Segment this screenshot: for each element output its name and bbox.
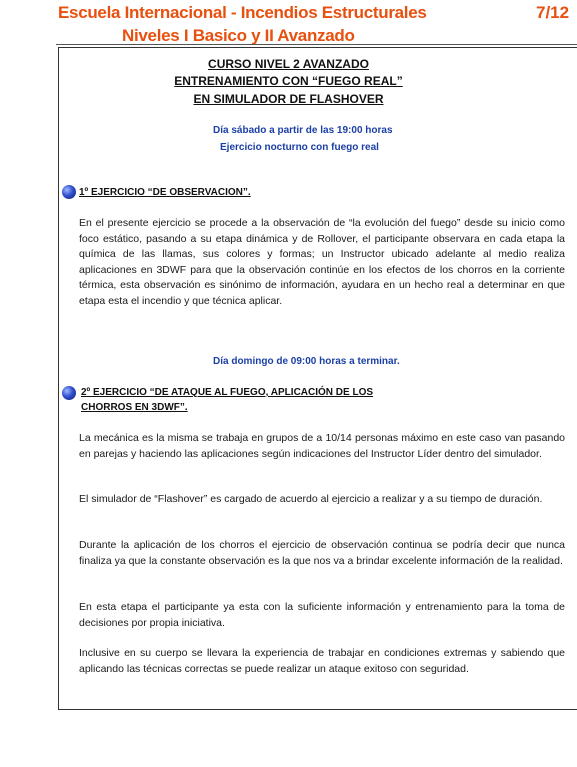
header-divider bbox=[56, 44, 577, 45]
school-header: Escuela Internacional - Incendios Estructurales bbox=[58, 3, 427, 22]
course-title: CURSO NIVEL 2 AVANZADO bbox=[208, 57, 369, 71]
course-subtitle-2: EN SIMULADOR DE FLASHOVER bbox=[193, 92, 384, 106]
exercise2-heading-cont: CHORROS EN 3DWF”. bbox=[81, 402, 188, 413]
exercise2-paragraph-2: El simulador de “Flashover” es cargado de acuerdo al ejercicio a realizar y a su tiempo de duración. bbox=[79, 493, 543, 505]
page-number: 7/12 bbox=[536, 3, 570, 22]
bullet-icon bbox=[62, 386, 76, 400]
schedule-day1: Día sábado a partir de las 19:00 horas bbox=[213, 125, 393, 136]
exercise2-paragraph-4: En esta etapa el participante ya esta con la suficiente información y entrenamiento para la toma de decisiones por propia iniciativa. bbox=[79, 601, 565, 629]
bullet-icon bbox=[62, 185, 76, 199]
exercise1-heading: 1º EJERCICIO “DE OBSERVACION”. bbox=[79, 187, 251, 198]
exercise2-paragraph-1: La mecánica es la misma se trabaja en grupos de a 10/14 personas máximo en este caso van pasando en parejas y haciendo las aplicaciones según indicaciones del Instructor Líder dentro del simulador. bbox=[79, 432, 565, 460]
levels-header: Niveles I Basico y II Avanzado bbox=[122, 26, 355, 45]
schedule-day1-note: Ejercicio nocturno con fuego real bbox=[220, 142, 379, 153]
exercise2-paragraph-3: Durante la aplicación de los chorros el ejercicio de observación continua se podría decir que nunca finaliza ya que la constante observación es la que nos va a brindar excelente información de la realidad. bbox=[79, 539, 565, 567]
exercise2-heading: 2º EJERCICIO “DE ATAQUE AL FUEGO, APLICACIÓN DE LOS bbox=[81, 387, 374, 398]
exercise1-paragraph: En el presente ejercicio se procede a la observación de “la evolución del fuego” desde su inicio como foco estático, pasando a su etapa dinámica y de Rollover, el participante observara en cada etapa la química de las llamas, sus colores y formas; un Instructor ubicado adelante al medio realiza aplicaciones en 3DWF para que la observación continúe en los efectos de los chorros en la corriente térmica, esta observación es sinónimo de información, ayudara en un hecho real a determinar en que etapa esta el incendio y que técnica aplicar. bbox=[79, 217, 565, 307]
exercise2-paragraph-5: Inclusive en su cuerpo se llevara la experiencia de trabajar en condiciones extremas y sabiendo que aplicando las técnicas correctas se puede realizar un ataque exitoso con seguridad. bbox=[79, 647, 565, 675]
course-subtitle: ENTRENAMIENTO CON “FUEGO REAL” bbox=[174, 74, 403, 88]
schedule-day2: Día domingo de 09:00 horas a terminar. bbox=[213, 356, 400, 367]
